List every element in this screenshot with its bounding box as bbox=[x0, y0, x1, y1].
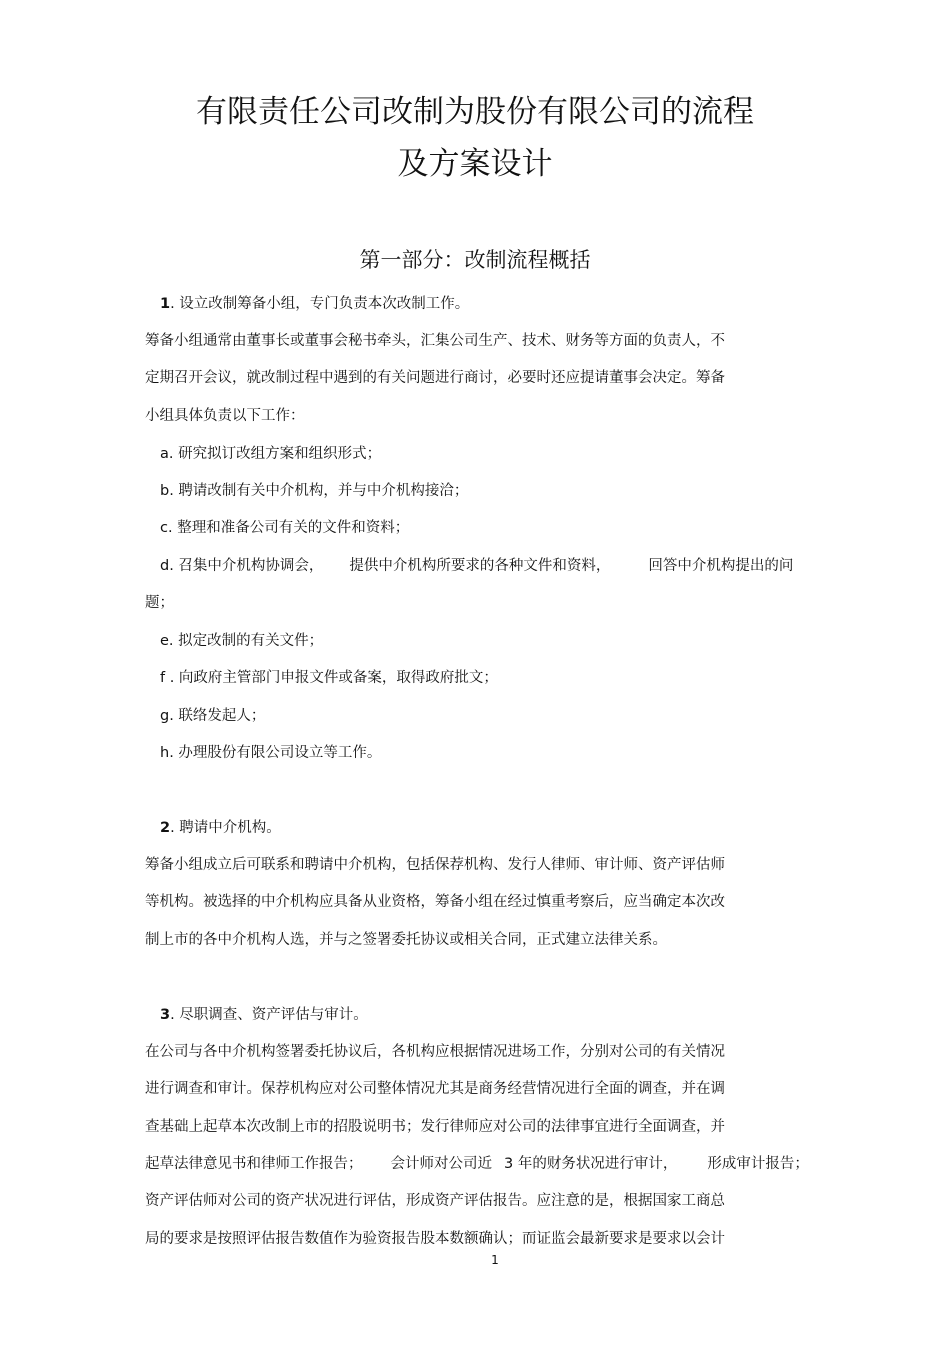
section-3-paragraph-line: 资产评估师对公司的资产状况进行评估，形成资产评估报告。应注意的是，根据国家工商总 bbox=[145, 1193, 725, 1209]
section-3-number: 3 bbox=[160, 1007, 171, 1023]
list-item-a: a. 研究拟订改组方案和组织形式； bbox=[160, 446, 382, 462]
list-item-d-part-2: 提供中介机构所要求的各种文件和资料， bbox=[349, 558, 611, 574]
section-3-heading-text: . 尽职调查、资产评估与审计。 bbox=[170, 1007, 368, 1023]
section-3-paragraph-line: 局的要求是按照评估报告数值作为验资报告股本数额确认；而证监会最新要求是要求以会计 bbox=[145, 1231, 725, 1247]
list-item-d-continuation: 题； bbox=[145, 595, 174, 611]
section-3-line-4-part-4: 形成审计报告； bbox=[707, 1156, 809, 1172]
section-1-heading-text: . 设立改制筹备小组，专门负责本次改制工作。 bbox=[170, 296, 470, 312]
document-title-line-1: 有限责任公司改制为股份有限公司的流程 bbox=[196, 94, 754, 130]
section-1-paragraph-line: 筹备小组通常由董事长或董事会秘书牵头，汇集公司生产、技术、财务等方面的负责人，不 bbox=[145, 333, 725, 349]
section-1-number: 1 bbox=[160, 296, 171, 312]
page-number: 1 bbox=[491, 1253, 499, 1267]
section-3-paragraph-line bbox=[145, 1154, 809, 1174]
part1-heading: 第一部分：改制流程概括 bbox=[359, 248, 591, 272]
section-1-paragraph-line: 定期召开会议，就改制过程中遇到的有关问题进行商讨，必要时还应提请董事会决定。筹备 bbox=[145, 370, 725, 386]
section-3-line-4-part-1: 起草法律意见书和律师工作报告； bbox=[145, 1156, 363, 1172]
section-3-line-4-part-3: 3 年的财务状况进行审计， bbox=[504, 1156, 678, 1172]
section-1-heading bbox=[160, 294, 469, 314]
list-item-e: e. 拟定改制的有关文件； bbox=[160, 633, 324, 649]
list-item-d-part-3: 回答中介机构提出的问 bbox=[648, 558, 794, 574]
section-2-paragraph-line: 筹备小组成立后可联系和聘请中介机构，包括保荐机构、发行人律师、审计师、资产评估师 bbox=[145, 857, 725, 873]
list-item-f: f . 向政府主管部门申报文件或备案，取得政府批文； bbox=[160, 670, 498, 686]
section-3-paragraph-line: 查基础上起草本次改制上市的招股说明书；发行律师应对公司的法律事宜进行全面调查，并 bbox=[145, 1119, 725, 1135]
section-3-line-4-part-2: 会计师对公司近 bbox=[390, 1156, 492, 1172]
section-2-heading bbox=[160, 818, 281, 838]
section-1-paragraph-line: 小组具体负责以下工作： bbox=[145, 408, 305, 424]
section-3-heading bbox=[160, 1005, 368, 1025]
document-title-line-2: 及方案设计 bbox=[397, 146, 553, 182]
section-3-paragraph-line: 进行调查和审计。保荐机构应对公司整体情况尤其是商务经营情况进行全面的调查，并在调 bbox=[145, 1081, 725, 1097]
list-item-g: g. 联络发起人； bbox=[160, 708, 266, 724]
list-item-h: h. 办理股份有限公司设立等工作。 bbox=[160, 745, 382, 761]
section-2-paragraph-line: 等机构。被选择的中介机构应具备从业资格，筹备小组在经过慎重考察后，应当确定本次改 bbox=[145, 894, 725, 910]
section-3-paragraph-line: 在公司与各中介机构签署委托协议后，各机构应根据情况进场工作，分别对公司的有关情况 bbox=[145, 1044, 725, 1060]
section-2-paragraph-line: 制上市的各中介机构人选，并与之签署委托协议或相关合同，正式建立法律关系。 bbox=[145, 932, 667, 948]
section-2-number: 2 bbox=[160, 820, 171, 836]
list-item-b: b. 聘请改制有关中介机构，并与中介机构接洽； bbox=[160, 483, 469, 499]
list-item-d-part-1: d. 召集中介机构协调会， bbox=[160, 558, 324, 574]
list-item-d bbox=[160, 556, 793, 576]
list-item-c: c. 整理和准备公司有关的文件和资料； bbox=[160, 520, 410, 536]
section-2-heading-text: . 聘请中介机构。 bbox=[170, 820, 281, 836]
